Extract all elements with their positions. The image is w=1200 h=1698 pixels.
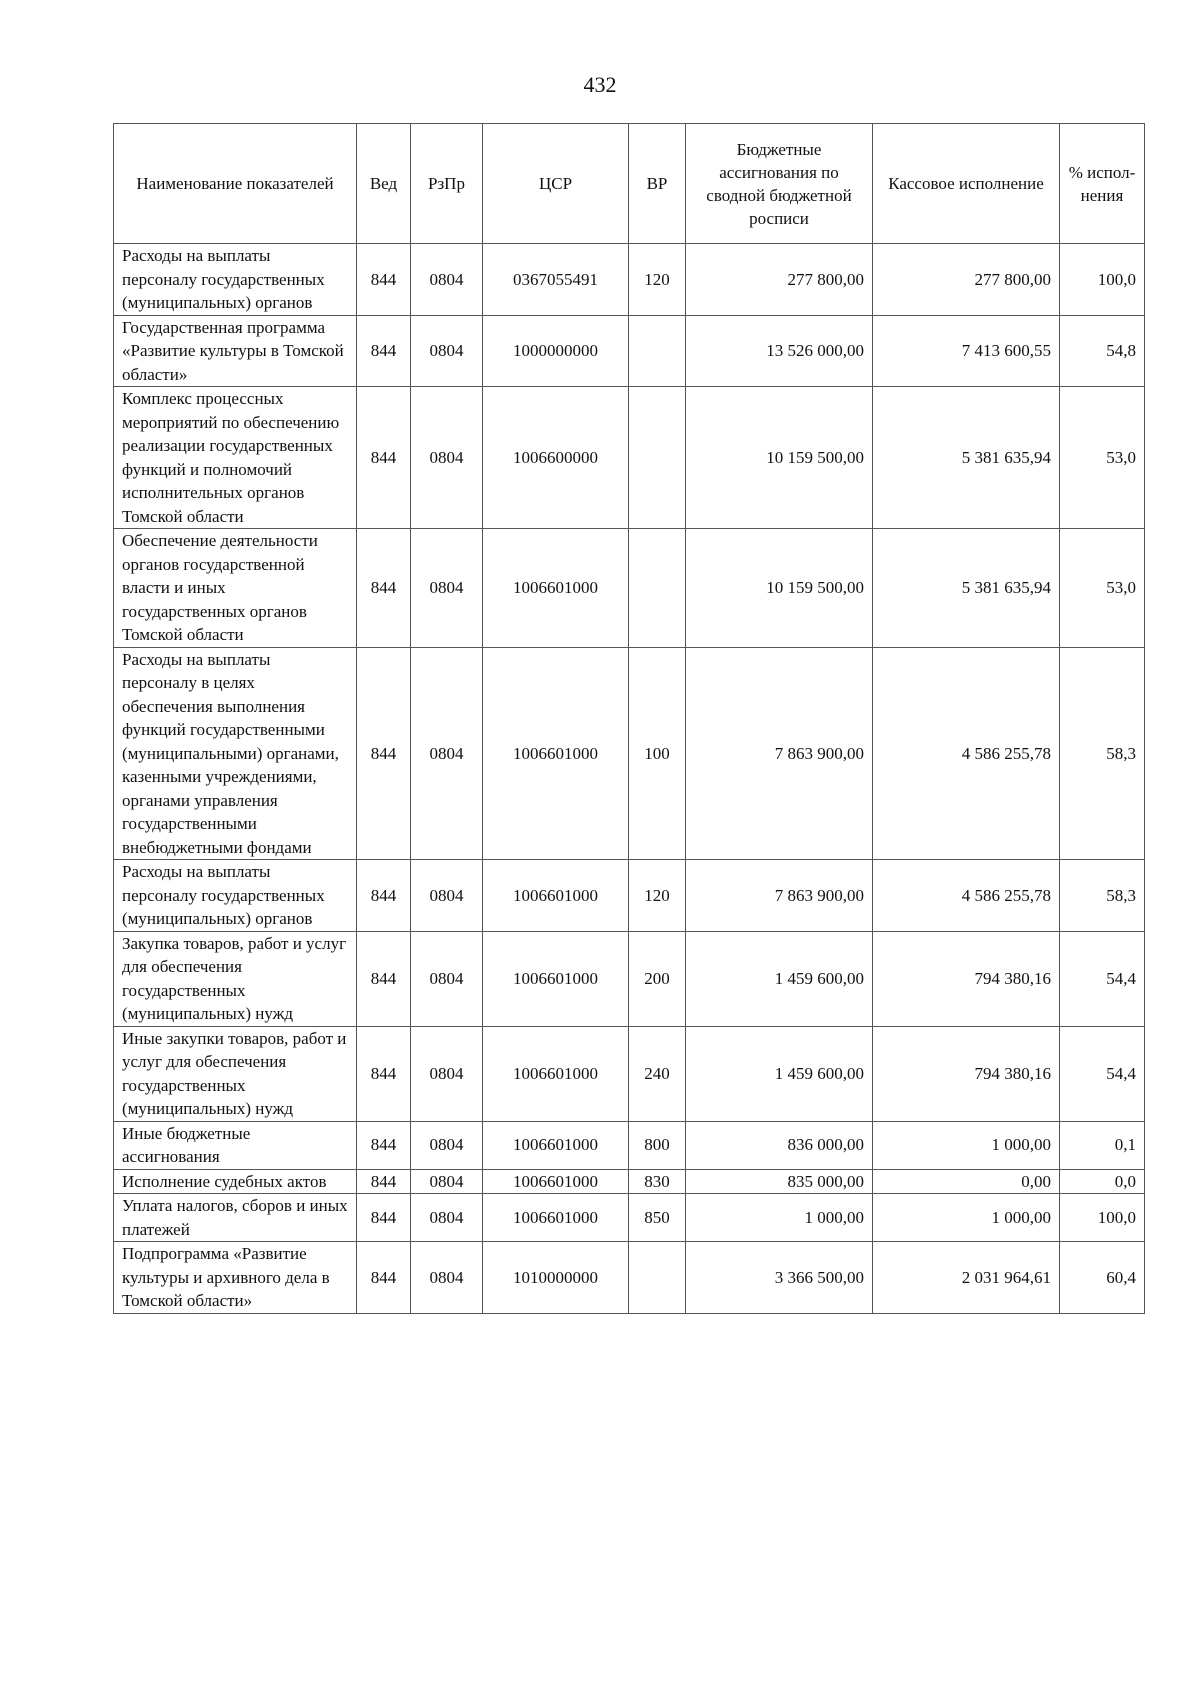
- cell-ved: 844: [357, 1194, 411, 1242]
- cell-percent: 58,3: [1060, 860, 1145, 932]
- cell-percent: 53,0: [1060, 529, 1145, 648]
- cell-vr: 200: [629, 931, 686, 1026]
- cell-ved: 844: [357, 931, 411, 1026]
- cell-ved: 844: [357, 244, 411, 316]
- cell-budget: 1 000,00: [686, 1194, 873, 1242]
- cell-percent: 100,0: [1060, 244, 1145, 316]
- header-csr: ЦСР: [483, 124, 629, 244]
- cell-percent: 100,0: [1060, 1194, 1145, 1242]
- cell-budget: 7 863 900,00: [686, 647, 873, 860]
- cell-percent: 53,0: [1060, 387, 1145, 529]
- cell-cash: 1 000,00: [873, 1121, 1060, 1169]
- header-budget: Бюджетные ассигнования по сводной бюджетной росписи: [686, 124, 873, 244]
- cell-rzpr: 0804: [411, 1026, 483, 1121]
- cell-budget: 3 366 500,00: [686, 1242, 873, 1314]
- cell-name: Государственная программа «Развитие культуры в Томской области»: [114, 315, 357, 387]
- cell-name: Иные бюджетные ассигнования: [114, 1121, 357, 1169]
- cell-csr: 1006601000: [483, 1194, 629, 1242]
- cell-ved: 844: [357, 647, 411, 860]
- cell-vr: [629, 315, 686, 387]
- cell-vr: 800: [629, 1121, 686, 1169]
- cell-percent: 54,8: [1060, 315, 1145, 387]
- cell-csr: 1006600000: [483, 387, 629, 529]
- cell-csr: 1006601000: [483, 529, 629, 648]
- header-name: Наименование показателей: [114, 124, 357, 244]
- cell-budget: 1 459 600,00: [686, 931, 873, 1026]
- cell-rzpr: 0804: [411, 860, 483, 932]
- cell-vr: 240: [629, 1026, 686, 1121]
- cell-percent: 58,3: [1060, 647, 1145, 860]
- cell-name: Иные закупки товаров, работ и услуг для обеспечения государственных (муниципальных) нужд: [114, 1026, 357, 1121]
- cell-vr: [629, 1242, 686, 1314]
- page-number: 432: [583, 72, 617, 97]
- cell-rzpr: 0804: [411, 1169, 483, 1194]
- header-rzpr: РзПр: [411, 124, 483, 244]
- header-vr: ВР: [629, 124, 686, 244]
- cell-budget: 835 000,00: [686, 1169, 873, 1194]
- cell-csr: 1006601000: [483, 1169, 629, 1194]
- table-row: [114, 647, 1145, 860]
- table-row: [114, 1121, 1145, 1169]
- cell-cash: 1 000,00: [873, 1194, 1060, 1242]
- cell-vr: 120: [629, 860, 686, 932]
- cell-vr: 830: [629, 1169, 686, 1194]
- cell-rzpr: 0804: [411, 315, 483, 387]
- cell-budget: 10 159 500,00: [686, 387, 873, 529]
- cell-budget: 10 159 500,00: [686, 529, 873, 648]
- table-header: [114, 124, 1145, 244]
- cell-csr: 1006601000: [483, 647, 629, 860]
- cell-cash: 794 380,16: [873, 931, 1060, 1026]
- budget-execution-table: [113, 123, 1145, 1314]
- cell-budget: 13 526 000,00: [686, 315, 873, 387]
- cell-vr: 850: [629, 1194, 686, 1242]
- cell-budget: 7 863 900,00: [686, 860, 873, 932]
- cell-name: Комплекс процессных мероприятий по обеспечению реализации государственных функций и полномочий исполнительных органов Томской области: [114, 387, 357, 529]
- cell-rzpr: 0804: [411, 647, 483, 860]
- table-body: [114, 244, 1145, 1314]
- cell-budget: 1 459 600,00: [686, 1026, 873, 1121]
- cell-cash: 4 586 255,78: [873, 647, 1060, 860]
- cell-ved: 844: [357, 1169, 411, 1194]
- cell-name: Уплата налогов, сборов и иных платежей: [114, 1194, 357, 1242]
- cell-percent: 54,4: [1060, 1026, 1145, 1121]
- cell-ved: 844: [357, 860, 411, 932]
- cell-cash: 277 800,00: [873, 244, 1060, 316]
- cell-name: Расходы на выплаты персоналу в целях обеспечения выполнения функций государственными (муниципальными) органами, казенными учреждениями, органами управления государственными внебюджетными фондами: [114, 647, 357, 860]
- header-percent: % испол-нения: [1060, 124, 1145, 244]
- cell-name: Расходы на выплаты персоналу государственных (муниципальных) органов: [114, 860, 357, 932]
- table-row: [114, 931, 1145, 1026]
- cell-ved: 844: [357, 529, 411, 648]
- cell-vr: [629, 529, 686, 648]
- cell-rzpr: 0804: [411, 1121, 483, 1169]
- cell-rzpr: 0804: [411, 244, 483, 316]
- cell-cash: 5 381 635,94: [873, 387, 1060, 529]
- cell-cash: 7 413 600,55: [873, 315, 1060, 387]
- table-row: [114, 1026, 1145, 1121]
- cell-ved: 844: [357, 315, 411, 387]
- cell-cash: 4 586 255,78: [873, 860, 1060, 932]
- cell-name: Расходы на выплаты персоналу государственных (муниципальных) органов: [114, 244, 357, 316]
- cell-rzpr: 0804: [411, 1194, 483, 1242]
- cell-csr: 1010000000: [483, 1242, 629, 1314]
- cell-budget: 277 800,00: [686, 244, 873, 316]
- cell-percent: 54,4: [1060, 931, 1145, 1026]
- cell-ved: 844: [357, 1121, 411, 1169]
- cell-cash: 2 031 964,61: [873, 1242, 1060, 1314]
- cell-csr: 1000000000: [483, 315, 629, 387]
- cell-csr: 0367055491: [483, 244, 629, 316]
- cell-ved: 844: [357, 1026, 411, 1121]
- table-row: [114, 315, 1145, 387]
- table-row: [114, 1242, 1145, 1314]
- cell-cash: 5 381 635,94: [873, 529, 1060, 648]
- table-row: [114, 860, 1145, 932]
- cell-csr: 1006601000: [483, 860, 629, 932]
- cell-vr: [629, 387, 686, 529]
- cell-csr: 1006601000: [483, 1121, 629, 1169]
- cell-vr: 120: [629, 244, 686, 316]
- cell-ved: 844: [357, 1242, 411, 1314]
- header-row: [114, 124, 1145, 244]
- table-row: [114, 529, 1145, 648]
- cell-percent: 0,1: [1060, 1121, 1145, 1169]
- table-row: [114, 1169, 1145, 1194]
- cell-percent: 0,0: [1060, 1169, 1145, 1194]
- cell-rzpr: 0804: [411, 387, 483, 529]
- cell-budget: 836 000,00: [686, 1121, 873, 1169]
- cell-percent: 60,4: [1060, 1242, 1145, 1314]
- cell-csr: 1006601000: [483, 1026, 629, 1121]
- cell-cash: 0,00: [873, 1169, 1060, 1194]
- table-row: [114, 244, 1145, 316]
- table-row: [114, 387, 1145, 529]
- cell-name: Закупка товаров, работ и услуг для обеспечения государственных (муниципальных) нужд: [114, 931, 357, 1026]
- cell-rzpr: 0804: [411, 931, 483, 1026]
- cell-ved: 844: [357, 387, 411, 529]
- cell-name: Подпрограмма «Развитие культуры и архивного дела в Томской области»: [114, 1242, 357, 1314]
- cell-vr: 100: [629, 647, 686, 860]
- cell-cash: 794 380,16: [873, 1026, 1060, 1121]
- cell-rzpr: 0804: [411, 529, 483, 648]
- cell-csr: 1006601000: [483, 931, 629, 1026]
- header-cash: Кассовое исполнение: [873, 124, 1060, 244]
- cell-name: Обеспечение деятельности органов государственной власти и иных государственных органов Томской области: [114, 529, 357, 648]
- table-row: [114, 1194, 1145, 1242]
- cell-rzpr: 0804: [411, 1242, 483, 1314]
- header-ved: Вед: [357, 124, 411, 244]
- cell-name: Исполнение судебных актов: [114, 1169, 357, 1194]
